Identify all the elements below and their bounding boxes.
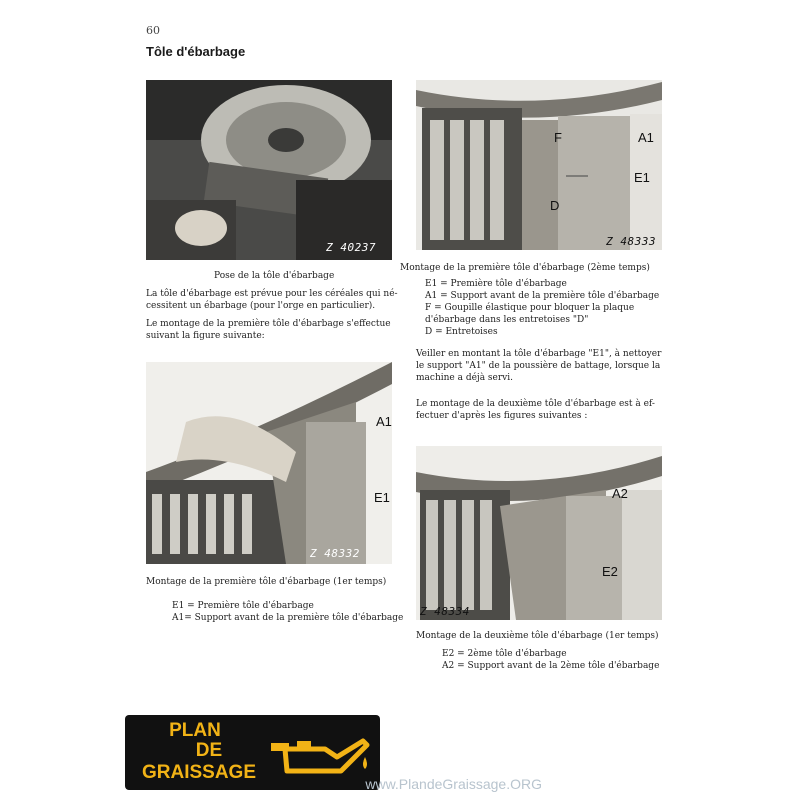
photo-code: Z 40237: [326, 241, 376, 254]
photo-code: Z 48333: [606, 235, 656, 248]
paragraph-line: suivant la figure suivante:: [146, 331, 265, 341]
logo-line: DE: [195, 740, 223, 761]
paragraph-line: Veiller en montant la tôle d'ébarbage "E1", à nettoyer: [416, 349, 662, 359]
caption-deuxieme: Montage de la deuxième tôle d'ébarbage (1er temps): [416, 631, 659, 641]
callout-a2: A2: [612, 486, 628, 501]
paragraph-line: le support "A1" de la poussière de battage, lorsque la: [416, 361, 661, 371]
logo-line: PLAN: [169, 720, 221, 741]
paragraph-line: Le montage de la deuxième tôle d'ébarbage est à ef-: [416, 399, 655, 409]
logo-line: GRAISSAGE: [141, 762, 257, 783]
callout-e1: E1: [374, 490, 390, 505]
callout-e1: E1: [634, 170, 650, 185]
callout-f: F: [554, 130, 562, 145]
legend-line: F = Goupille élastique pour bloquer la plaque: [425, 303, 635, 313]
section-title: Tôle d'ébarbage: [146, 44, 246, 59]
legend-line: D = Entretoises: [425, 327, 498, 337]
paragraph-line: Le montage de la première tôle d'ébarbage s'effectue: [146, 319, 391, 329]
callout-a1: A1: [638, 130, 654, 145]
legend-line: A1 = Support avant de la première tôle d'ébarbage: [425, 291, 660, 301]
caption-1er-temps: Montage de la première tôle d'ébarbage (1er temps): [146, 577, 387, 587]
caption-2eme-temps: Montage de la première tôle d'ébarbage (2ème temps): [400, 263, 650, 273]
oil-can-icon: [265, 727, 373, 783]
caption-pose: Pose de la tôle d'ébarbage: [214, 271, 335, 281]
callout-e2: E2: [602, 564, 618, 579]
legend-line: E1 = Première tôle d'ébarbage: [425, 279, 567, 289]
legend-line: d'ébarbage dans les entretoises "D": [425, 315, 589, 325]
legend-line: E1 = Première tôle d'ébarbage: [172, 601, 314, 611]
photo-montage-2eme-temps: [416, 80, 662, 250]
footer-url[interactable]: www.PlandeGraissage.ORG: [365, 776, 542, 792]
photo-pose-tole: [146, 80, 392, 260]
callout-d: D: [550, 198, 560, 213]
photo-code: Z 48334: [420, 605, 470, 618]
legend-line: E2 = 2ème tôle d'ébarbage: [442, 649, 567, 659]
page-number: 60: [146, 24, 160, 37]
legend-line: A2 = Support avant de la 2ème tôle d'ébarbage: [442, 661, 660, 671]
paragraph-line: La tôle d'ébarbage est prévue pour les céréales qui né-: [146, 289, 398, 299]
paragraph-line: cessitent un ébarbage (pour l'orge en particulier).: [146, 301, 376, 311]
paragraph-line: fectuer d'après les figures suivantes :: [416, 411, 588, 421]
legend-line: A1= Support avant de la première tôle d'ébarbage: [172, 613, 404, 623]
callout-a1: A1: [376, 414, 392, 429]
photo-montage-1er-temps: [146, 362, 392, 564]
photo-code: Z 48332: [310, 547, 360, 560]
photo-montage-deuxieme: [416, 446, 662, 620]
plan-de-graissage-logo: [125, 715, 380, 790]
paragraph-line: machine a déjà servi.: [416, 373, 514, 383]
